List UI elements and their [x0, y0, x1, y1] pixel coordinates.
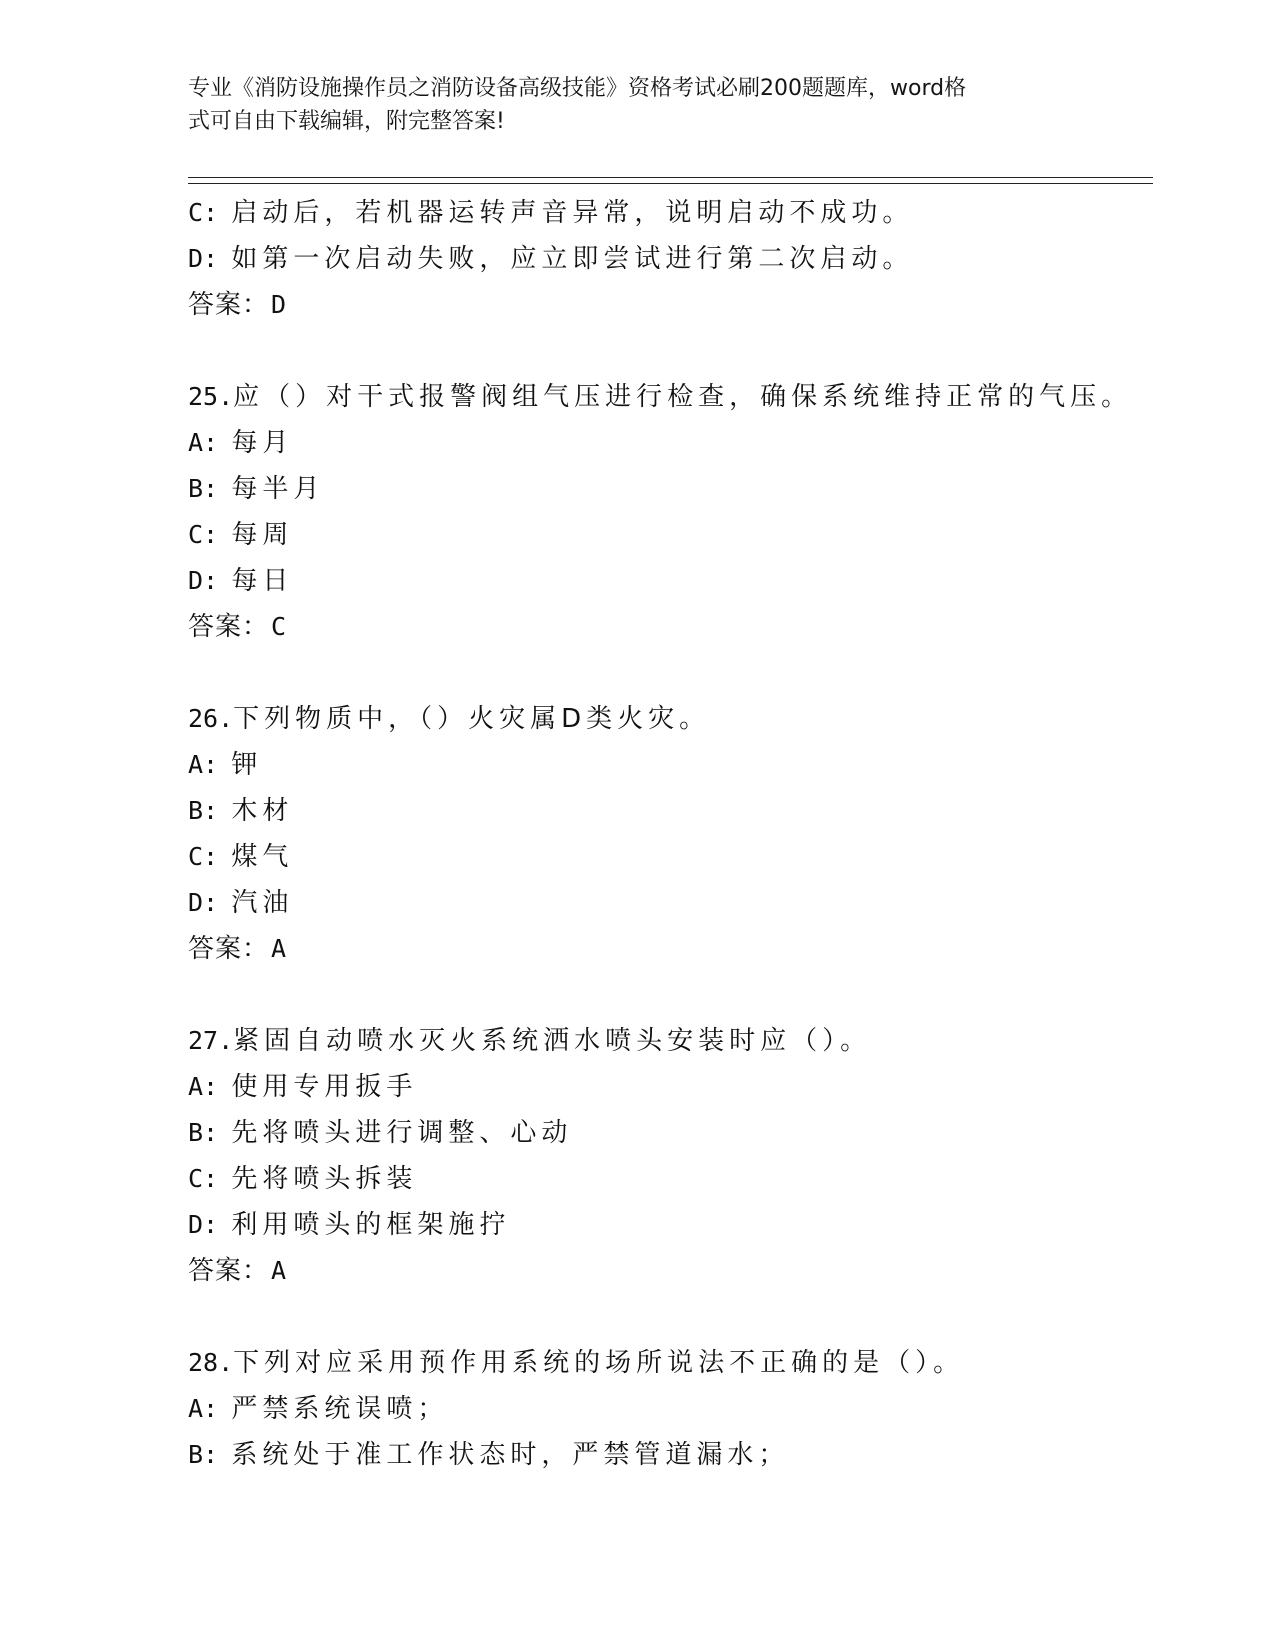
answer-label: 答案： — [188, 934, 270, 964]
option-text: 钾 — [231, 750, 263, 780]
answer-label: 答案： — [188, 1256, 270, 1286]
option-text: 每周 — [231, 520, 294, 550]
question-text: 应（）对干式报警阀组气压进行检查，确保系统维持正常的气压。 — [233, 382, 1133, 412]
spacer — [188, 650, 1153, 696]
option-text: 如第一次启动失败，应立即尝试进行第二次启动。 — [231, 244, 914, 274]
option-text: 启动后，若机器运转声音异常，说明启动不成功。 — [231, 198, 914, 228]
question-text: 下列对应采用预作用系统的场所说法不正确的是（）。 — [233, 1348, 965, 1378]
question-number: 27. — [188, 1026, 234, 1055]
option-text: 煤气 — [231, 842, 294, 872]
question-number: 25. — [188, 382, 234, 411]
answer-value: C — [271, 612, 288, 641]
option-line — [188, 558, 1153, 604]
option-line — [188, 190, 1153, 236]
option-text: 每半月 — [231, 474, 325, 504]
option-key: A: — [188, 1394, 219, 1423]
option-line — [188, 1110, 1153, 1156]
option-key: C: — [188, 842, 219, 871]
option-line — [188, 1202, 1153, 1248]
option-text: 利用喷头的框架施拧 — [231, 1210, 511, 1240]
option-line — [188, 1432, 1153, 1478]
option-line — [188, 420, 1153, 466]
option-key: A: — [188, 428, 219, 457]
option-text: 先将喷头进行调整、心动 — [231, 1118, 573, 1148]
option-text: 严禁系统误喷； — [231, 1394, 449, 1424]
option-key: D: — [188, 1210, 219, 1239]
question-stem — [188, 696, 1153, 742]
answer-label: 答案： — [188, 290, 270, 320]
option-key: B: — [188, 1440, 219, 1469]
answer-value: D — [271, 290, 288, 319]
option-line — [188, 512, 1153, 558]
document-header — [188, 72, 1068, 138]
spacer — [188, 1294, 1153, 1340]
answer-line — [188, 926, 1153, 972]
answer-label: 答案： — [188, 612, 270, 642]
option-text: 汽油 — [231, 888, 294, 918]
option-line — [188, 880, 1153, 926]
option-line — [188, 1064, 1153, 1110]
answer-line — [188, 282, 1153, 328]
question-text: 紧固自动喷水灭火系统洒水喷头安装时应（）。 — [233, 1026, 872, 1056]
option-text: 每月 — [231, 428, 294, 458]
option-line — [188, 1156, 1153, 1202]
answer-line — [188, 604, 1153, 650]
question-content — [188, 190, 1153, 1478]
answer-value: A — [271, 1256, 288, 1285]
option-key: D: — [188, 244, 219, 273]
question-stem — [188, 1340, 1153, 1386]
answer-value: A — [271, 934, 288, 963]
header-divider-thick — [188, 183, 1153, 184]
option-key: A: — [188, 750, 219, 779]
option-key: C: — [188, 1164, 219, 1193]
spacer — [188, 972, 1153, 1018]
question-number: 28. — [188, 1348, 234, 1377]
option-key: C: — [188, 198, 219, 227]
header-divider-thin — [188, 177, 1153, 178]
option-line — [188, 466, 1153, 512]
option-line — [188, 236, 1153, 282]
option-text: 每日 — [231, 566, 294, 596]
option-text: 木材 — [231, 796, 294, 826]
option-key: D: — [188, 566, 219, 595]
option-text: 先将喷头拆装 — [231, 1164, 418, 1194]
option-line — [188, 834, 1153, 880]
option-key: B: — [188, 796, 219, 825]
question-text: 下列物质中，（）火灾属D类火灾。 — [233, 704, 711, 734]
option-key: C: — [188, 520, 219, 549]
spacer — [188, 328, 1153, 374]
question-stem — [188, 1018, 1153, 1064]
header-line-2: 式可自由下载编辑，附完整答案! — [188, 109, 505, 134]
option-key: B: — [188, 1118, 219, 1147]
question-number: 26. — [188, 704, 234, 733]
option-text: 使用专用扳手 — [231, 1072, 418, 1102]
option-text: 系统处于准工作状态时，严禁管道漏水； — [231, 1440, 790, 1470]
option-key: A: — [188, 1072, 219, 1101]
option-line — [188, 742, 1153, 788]
option-key: B: — [188, 474, 219, 503]
option-line — [188, 1386, 1153, 1432]
option-line — [188, 788, 1153, 834]
question-stem — [188, 374, 1153, 420]
option-key: D: — [188, 888, 219, 917]
header-line-1: 专业《消防设施操作员之消防设备高级技能》资格考试必刷200题题库，word格 — [188, 76, 967, 101]
answer-line — [188, 1248, 1153, 1294]
